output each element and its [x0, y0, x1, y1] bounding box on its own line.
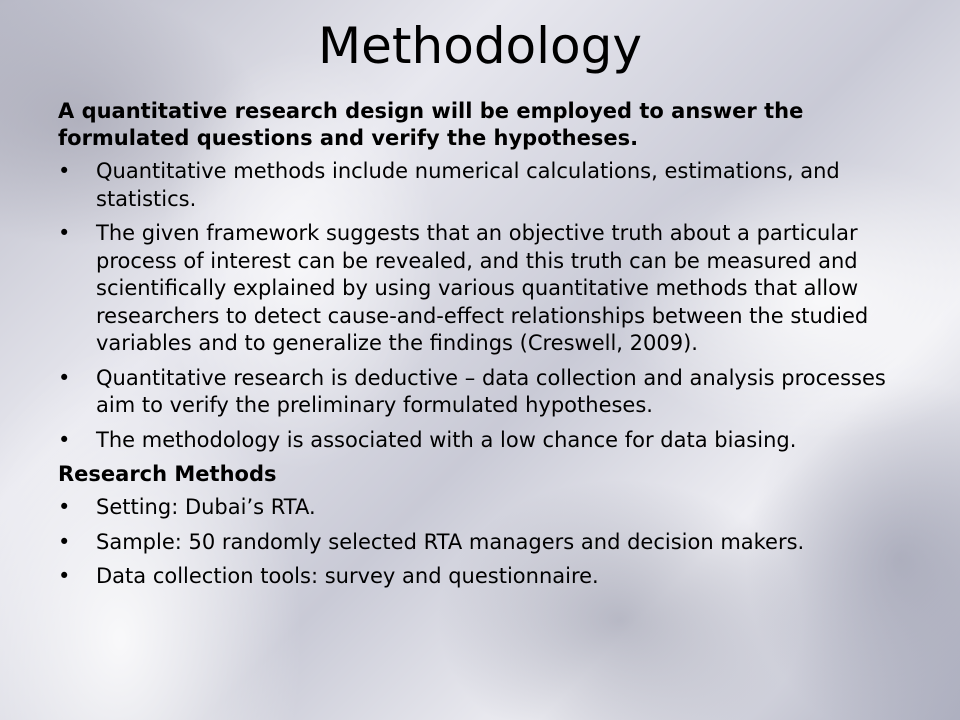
bullet-item: [58, 365, 908, 420]
bullet-marker: •: [58, 159, 71, 183]
section-heading: Research Methods: [58, 462, 277, 486]
bullet-marker: •: [58, 495, 71, 519]
bullet-item: [58, 427, 908, 455]
bullet-marker: •: [58, 427, 71, 452]
lead-statement: A quantitative research design will be employed to answer the formulated questions and verify the hypotheses.: [58, 99, 804, 150]
research-methods-list: [58, 494, 908, 591]
bullet-text: Quantitative research is deductive – data collection and analysis processes aim to verify the preliminary formulated hypotheses.: [96, 365, 886, 417]
bullet-text: Data collection tools: survey and questionnaire.: [96, 564, 599, 588]
bullet-text: Quantitative methods include numerical calculations, estimations, and statistics.: [96, 159, 840, 211]
bullet-item: [58, 494, 908, 522]
slide-content: [58, 98, 908, 598]
bullet-text: The given framework suggests that an objective truth about a particular process of interest can be revealed, and this truth can be measured and scientifically explained by using various quantitative methods that allow researchers to detect cause-and-effect relationships between the studied variables and to generalize the findings (Creswell, 2009).: [96, 221, 869, 355]
bullet-text: Sample: 50 randomly selected RTA managers and decision makers.: [96, 529, 805, 554]
slide-title: Methodology: [318, 17, 642, 75]
bullet-marker: •: [58, 564, 71, 588]
bullet-text: Setting: Dubai’s RTA.: [96, 495, 316, 519]
bullet-item: [58, 529, 908, 557]
methodology-bullet-list: [58, 158, 908, 454]
bullet-text: The methodology is associated with a low chance for data biasing.: [96, 427, 797, 452]
bullet-marker: •: [58, 529, 71, 554]
bullet-marker: •: [58, 221, 71, 245]
bullet-item: [58, 220, 908, 358]
bullet-item: [58, 563, 908, 591]
bullet-marker: •: [58, 365, 71, 390]
bullet-item: [58, 158, 908, 213]
